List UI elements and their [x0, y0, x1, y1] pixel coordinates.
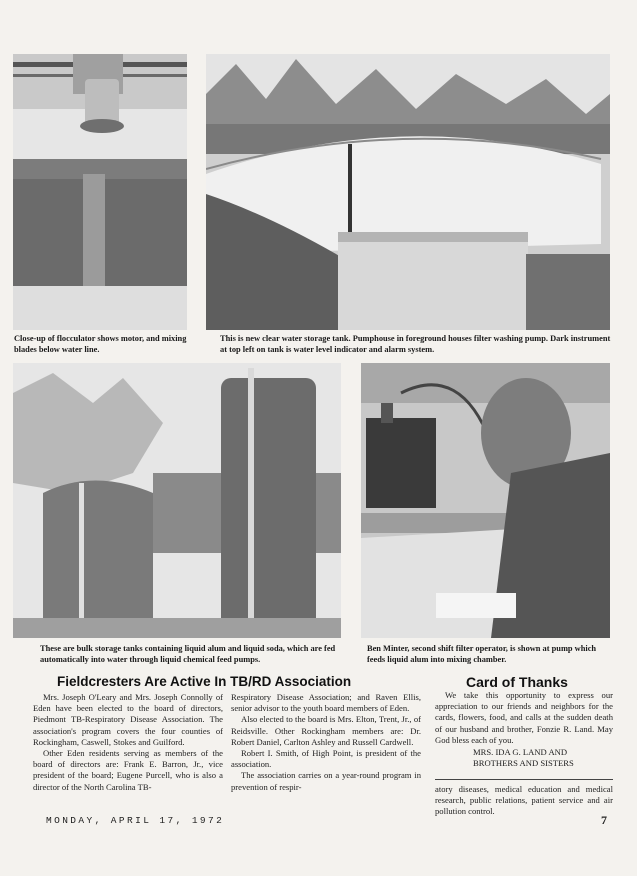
article-column-2: [231, 692, 421, 793]
paragraph: The association carries on a year-round program in prevention of respir-: [231, 770, 421, 792]
operator-caption: Ben Minter, second shift filter operator, is shown at pump which feeds liquid alum into mixing chamber.: [367, 644, 597, 664]
paragraph: Other Eden residents serving as members of the board of directors are: Frank E. Barron, Jr., vice president of the board; Eugene Purcell, who is also a director of the North Carolina TB-: [33, 748, 223, 792]
flocculator-photo: [13, 54, 187, 330]
bulk-tanks-photo: [13, 363, 341, 638]
article-column-3-continuation: [435, 784, 613, 818]
storage-tank-photo: [206, 54, 610, 330]
page-number: 7: [601, 813, 607, 827]
paragraph: Robert I. Smith, of High Point, is president of the association.: [231, 748, 421, 770]
article-headline: Fieldcresters Are Active In TB/RD Association: [57, 674, 352, 689]
storage-tank-caption: This is new clear water storage tank. Pumphouse in foreground houses filter washing pump. Dark instrument at top left on tank is water level indicator and alarm system.: [220, 334, 611, 354]
paragraph: We take this opportunity to express our appreciation to our friends and neighbors for the cards, flowers, food, and calls at the sudden death of our husband and brother, Fonzie R. Land. May God bless each of you.: [435, 690, 613, 745]
card-body: [435, 690, 613, 768]
signature-line: MRS. IDA G. LAND AND: [473, 747, 568, 758]
bulk-tanks-caption: These are bulk storage tanks containing liquid alum and liquid soda, which are fed automatically into water through liquid chemical feed pumps.: [40, 644, 336, 664]
card-headline: Card of Thanks: [466, 674, 568, 690]
paragraph: Also elected to the board is Mrs. Elton, Trent, Jr., of Reidsville. Other Rockingham members are: Dr. Robert Daniel, Carlton Ashley and Russell Cardwell.: [231, 714, 421, 747]
footer-date: MONDAY, APRIL 17, 1972: [46, 815, 225, 826]
paragraph: atory diseases, medical education and medical research, public relations, patient service and air pollution control.: [435, 784, 613, 817]
paragraph: Mrs. Joseph O'Leary and Mrs. Joseph Connolly of Eden have been elected to the board of directors, Piedmont TB-Respiratory Disease Association. The association's program covers the four counties of Rockingham, Caswell, Stokes and Guilford.: [33, 692, 223, 747]
signature-line: BROTHERS AND SISTERS: [473, 757, 574, 768]
paragraph: Respiratory Disease Association; and Raven Ellis, senior advisor to the youth board members of Eden.: [231, 692, 421, 714]
card-divider: [435, 779, 613, 780]
operator-photo: [361, 363, 610, 638]
article-column-1: [33, 692, 223, 793]
flocculator-caption: Close-up of flocculator shows motor, and mixing blades below water line.: [14, 334, 187, 354]
